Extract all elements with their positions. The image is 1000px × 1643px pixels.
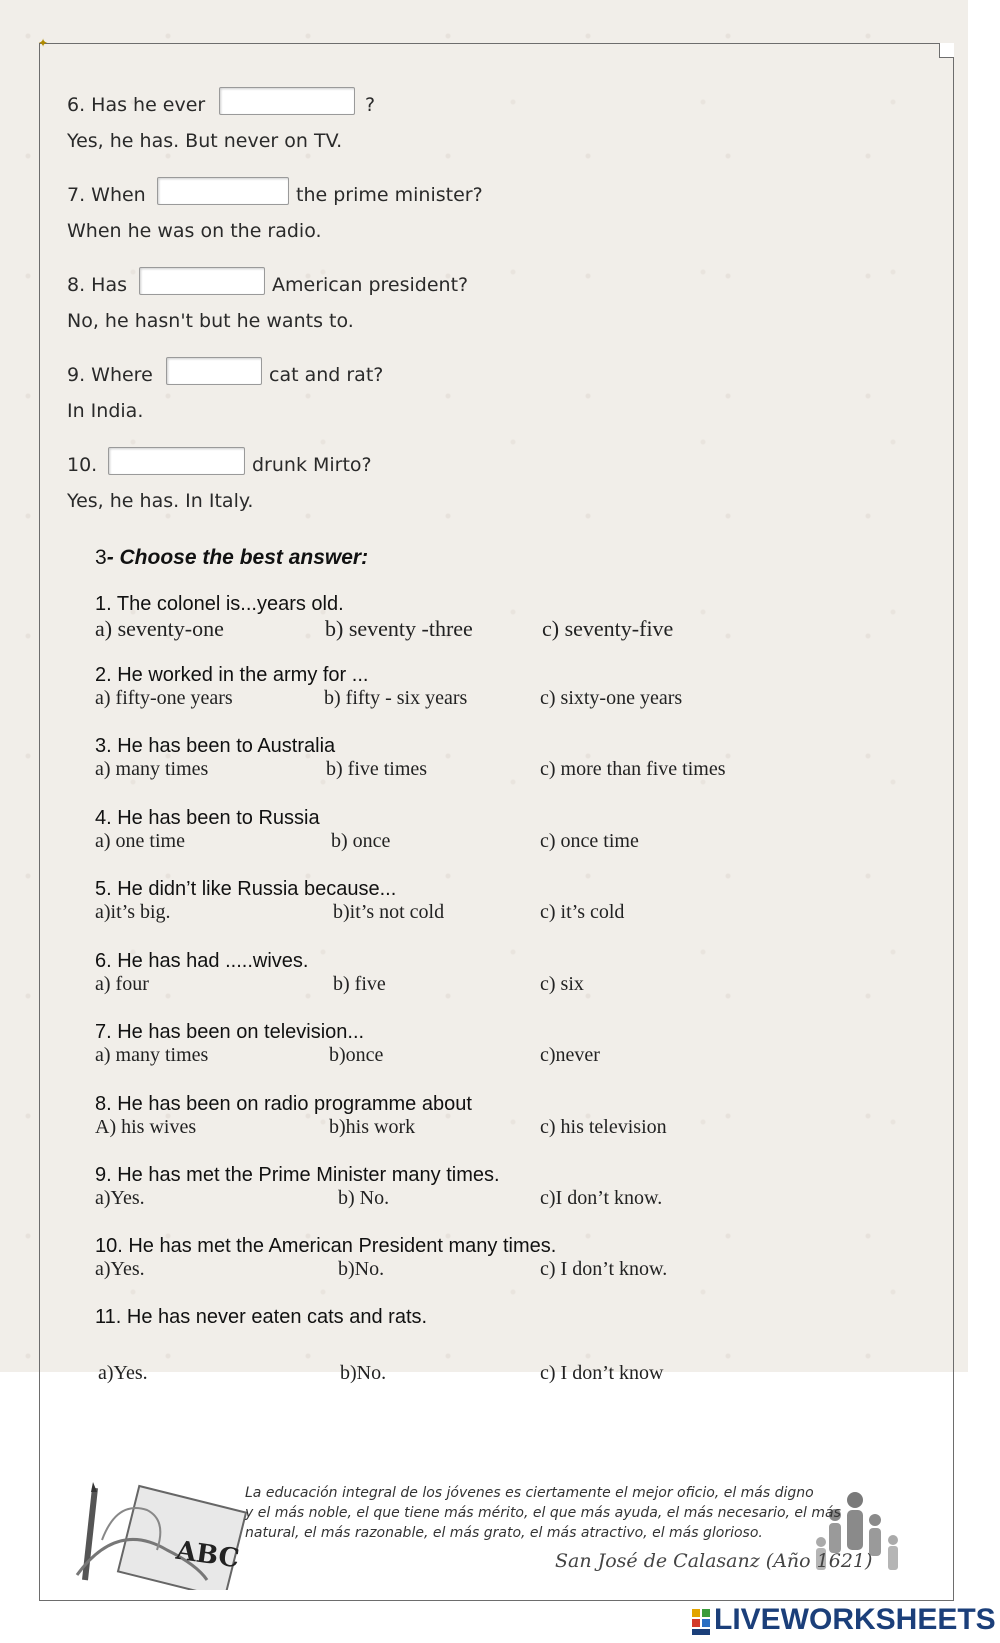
mc-stem: 10. He has met the American President many times. (95, 1235, 557, 1257)
mc-stem: 8. He has been on radio programme about (95, 1093, 472, 1115)
answer-input-8[interactable] (139, 267, 265, 295)
mc-option-c[interactable]: c) sixty-one years (540, 687, 683, 709)
mc-option-c[interactable]: c)never (540, 1044, 600, 1066)
mc-question-7 (95, 1020, 600, 1066)
mc-option-c[interactable]: c) his television (540, 1116, 667, 1138)
mc-option-a[interactable]: A) his wives (95, 1116, 197, 1138)
notebook-drawing (77, 1486, 246, 1590)
mc-question-10 (95, 1234, 668, 1280)
question-9-text: 9. Where (67, 364, 153, 386)
mc-question-9 (95, 1163, 663, 1209)
mc-question-2 (95, 663, 683, 709)
section-3-number: 3 (95, 546, 107, 569)
mc-option-b[interactable]: b)No. (338, 1258, 385, 1280)
mc-question-6 (95, 949, 584, 995)
section-3-title (95, 546, 368, 570)
question-6-text: 6. Has he ever (67, 94, 206, 116)
mc-option-c[interactable]: c) once time (540, 830, 639, 852)
mc-option-c[interactable]: c) it’s cold (540, 901, 625, 923)
question-6-end: ? (365, 94, 376, 116)
mc-option-b[interactable]: b) No. (338, 1187, 390, 1209)
question-10-text: 10. (67, 454, 98, 476)
answer-input-9[interactable] (166, 357, 262, 385)
liveworksheets-logo-icon (692, 1609, 710, 1635)
mc-option-b[interactable]: b)once (329, 1044, 384, 1066)
question-6-answer: Yes, he has. But never on TV. (67, 130, 343, 152)
mc-option-b[interactable]: b) five times (326, 758, 428, 780)
mc-stem: 7. He has been on television... (95, 1021, 365, 1043)
liveworksheets-brand[interactable] (714, 1603, 996, 1637)
pin-icon: ✦ (38, 36, 49, 50)
mc-option-a[interactable]: a) one time (95, 830, 185, 852)
mc-stem: 5. He didn’t like Russia because... (95, 878, 397, 900)
quote-signature: San José de Calasanz (Año 1621) (555, 1550, 873, 1572)
mc-stem: 11. He has never eaten cats and rats. (95, 1306, 428, 1328)
mc-stem: 3. He has been to Australia (95, 735, 336, 757)
mc-option-a[interactable]: a)Yes. (95, 1258, 145, 1280)
footer-quote (245, 1483, 845, 1543)
question-8-answer: No, he hasn't but he wants to. (67, 310, 354, 332)
mc-option-b[interactable]: b)his work (329, 1116, 416, 1138)
question-9-end: cat and rat? (269, 364, 384, 386)
quote-line-1: La educación integral de los jóvenes es ciertamente el mejor oficio, el más digno (245, 1485, 814, 1501)
answer-input-7[interactable] (157, 177, 289, 205)
question-7-end: the prime minister? (296, 184, 483, 206)
question-8-end: American president? (272, 274, 469, 296)
mc-option-a[interactable]: a)Yes. (95, 1187, 145, 1209)
mc-question-3 (95, 734, 726, 780)
mc-option-b[interactable]: b) five (333, 973, 386, 995)
mc-option-b[interactable]: b) fifty - six years (324, 687, 468, 709)
mc-question-5 (95, 877, 625, 923)
mc-option-b[interactable]: b)it’s not cold (333, 901, 445, 923)
quote-line-2: y el más noble, el que tiene más mérito, el que más ayuda, el más necesario, el más (245, 1505, 841, 1521)
mc-option-a[interactable]: a) many times (95, 1044, 209, 1066)
mc-stem: 2. He worked in the army for ... (95, 664, 369, 686)
mc-option-b[interactable]: b) seventy -three (325, 616, 473, 641)
abc-label: ABC (174, 1535, 242, 1575)
answer-input-6[interactable] (219, 87, 355, 115)
mc-question-8 (95, 1092, 667, 1138)
mc-option-a[interactable]: a) four (95, 973, 149, 995)
question-8-text: 8. Has (67, 274, 127, 296)
mc-option-c[interactable]: c) I don’t know (540, 1362, 664, 1384)
mc-option-c[interactable]: c) six (540, 973, 584, 995)
question-10-end: drunk Mirto? (252, 454, 372, 476)
question-7-answer: When he was on the radio. (67, 220, 322, 242)
mc-option-b[interactable]: b)No. (340, 1362, 387, 1384)
brand-text: LIVEWORKSHEETS (714, 1603, 996, 1636)
mc-option-b[interactable]: b) once (331, 830, 391, 852)
question-9-answer: In India. (67, 400, 144, 422)
mc-question-1 (95, 592, 674, 641)
mc-option-c[interactable]: c)I don’t know. (540, 1187, 663, 1209)
answer-input-10[interactable] (108, 447, 245, 475)
mc-stem: 1. The colonel is...years old. (95, 593, 344, 615)
question-7-text: 7. When (67, 184, 146, 206)
mc-option-c[interactable]: c) I don’t know. (540, 1258, 668, 1280)
mc-option-a[interactable]: a) many times (95, 758, 209, 780)
pencil-icon (85, 1482, 97, 1580)
mc-option-a[interactable]: a)Yes. (98, 1362, 148, 1384)
mc-option-c[interactable]: c) seventy-five (542, 616, 674, 641)
mc-question-4 (95, 806, 639, 852)
mc-stem: 9. He has met the Prime Minister many times. (95, 1164, 500, 1186)
page-fold-corner (939, 43, 954, 58)
mc-question-11 (95, 1305, 664, 1384)
mc-stem: 6. He has had .....wives. (95, 950, 309, 972)
mc-stem: 4. He has been to Russia (95, 807, 320, 829)
mc-option-a[interactable]: a) seventy-one (95, 616, 224, 641)
question-10-answer: Yes, he has. In Italy. (67, 490, 254, 512)
mc-option-a[interactable]: a)it’s big. (95, 901, 171, 923)
quote-line-3: natural, el más razonable, el más grato, el más atractivo, el más glorioso. (245, 1525, 763, 1541)
mc-option-a[interactable]: a) fifty-one years (95, 687, 233, 709)
mc-option-c[interactable]: c) more than five times (540, 758, 726, 780)
section-3-heading: - Choose the best answer: (106, 546, 369, 569)
